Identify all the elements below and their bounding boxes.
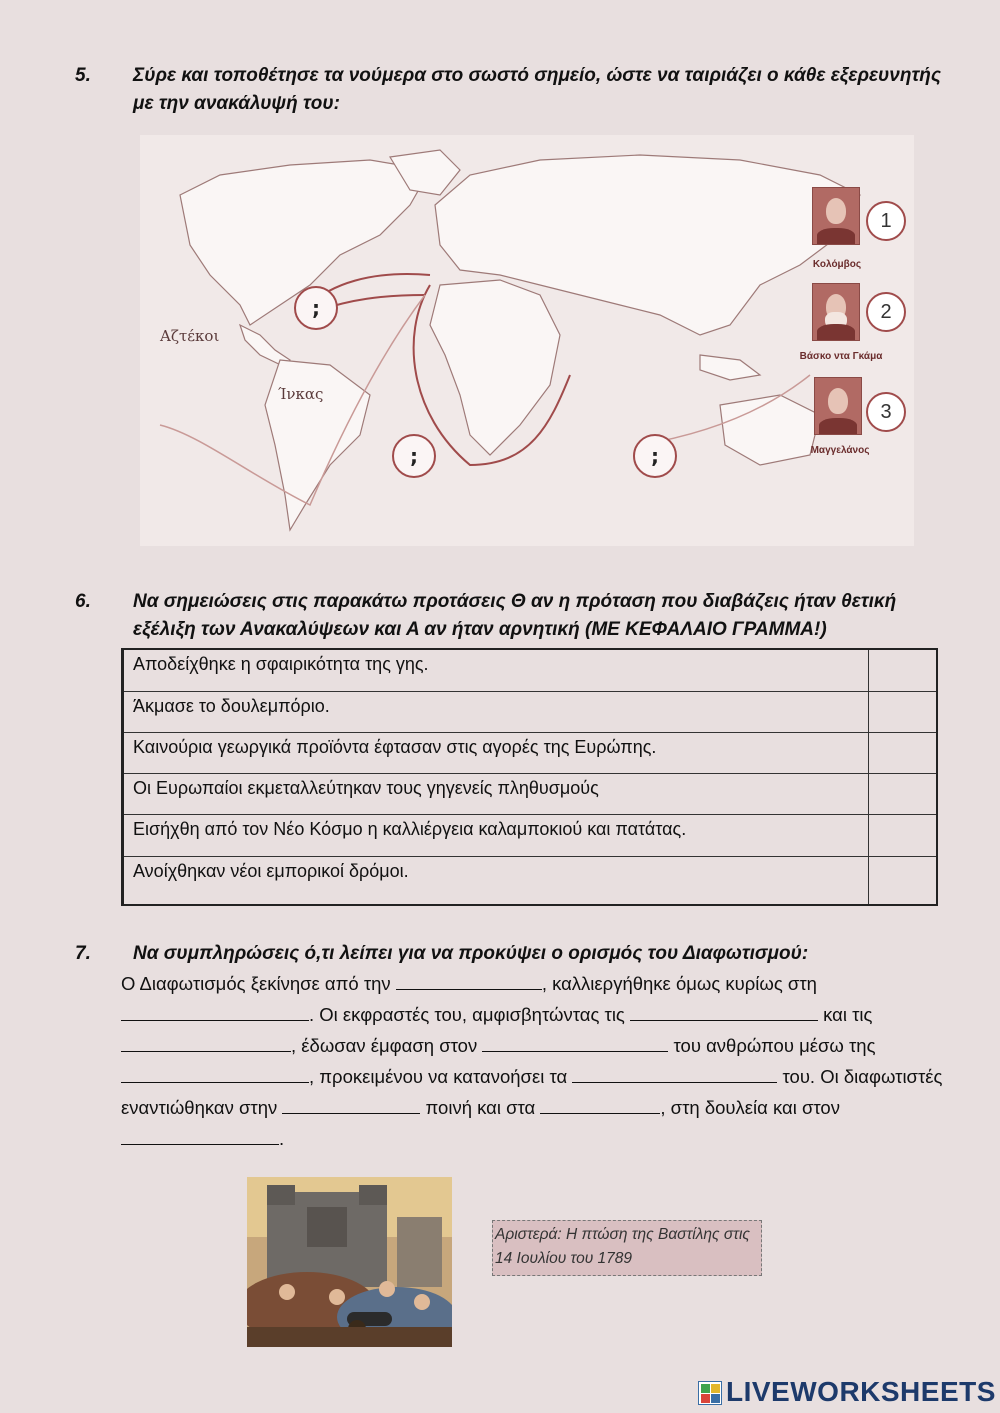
blank-field-1[interactable] [396,971,542,990]
paragraph-text: του ανθρώπου μέσω της [673,1035,876,1056]
drop-zone-2[interactable]: ; [392,434,436,478]
bastille-image [247,1177,452,1347]
dagama-portrait [812,283,860,341]
blank-field-2[interactable] [121,1002,309,1021]
answer-cell[interactable] [868,692,936,732]
blank-field-10[interactable] [121,1126,279,1145]
blank-field-6[interactable] [121,1064,309,1083]
answer-cell[interactable] [868,650,936,691]
blank-field-8[interactable] [282,1095,420,1114]
explorer-number-2[interactable]: 2 [866,292,906,332]
answer-cell[interactable] [868,774,936,814]
statement-text: Καινούρια γεωργικά προϊόντα έφτασαν στις αγορές της Ευρώπης. [133,737,657,757]
question-5-title [75,62,955,122]
answer-cell[interactable] [868,733,936,773]
statements-table [121,648,938,906]
answer-cell[interactable] [868,857,936,904]
paragraph-text: Ο Διαφωτισμός ξεκίνησε από την [121,973,391,994]
question-number: 5. [75,65,91,86]
incas-label: Ίνκας [278,385,324,403]
aztecs-label: Αζτέκοι [160,327,220,345]
definition-paragraph [121,968,951,1154]
table-row [124,857,936,904]
question-text: Να συμπληρώσεις ό,τι λείπει για να προκύψει ο ορισμός του Διαφωτισμού: [133,943,809,964]
question-text: Να σημειώσεις στις παρακάτω προτάσεις Θ αν η πρόταση που διαβάζεις ήταν θετική εξέλιξη των Ανακαλύψεων και Α αν ήταν αρνητική (ΜΕ ΚΕΦΑΛΑΙΟ ΓΡΑΜΜΑ!) [133,591,897,640]
table-row [124,774,936,815]
blank-field-3[interactable] [630,1002,818,1021]
explorer-name-dagama: Βάσκο ντα Γκάμα [799,351,883,362]
explorer-number-1[interactable]: 1 [866,201,906,241]
paragraph-text: . [279,1128,285,1149]
africa-shape [430,280,560,455]
paragraph-text: . Οι εκφραστές του, αμφισβητώντας τις [309,1004,625,1025]
indonesia-shape [700,355,760,380]
statement-text: Εισήχθη από τον Νέο Κόσμο η καλλιέργεια καλαμποκιού και πατάτας. [133,819,687,839]
liveworksheets-logo [698,1376,998,1410]
question-7-title [75,940,955,970]
blank-field-5[interactable] [482,1033,668,1052]
paragraph-text: , στη δουλεία και στον [660,1097,840,1118]
paragraph-text: , προκειμένου να κατανοήσει τα [309,1066,568,1087]
drop-zone-1[interactable]: ; [294,286,338,330]
image-caption: Αριστερά: Η πτώση της Βαστίλης στις 14 Ιουλίου του 1789 [492,1220,762,1276]
logo-text: LIVEWORKSHEETS [726,1376,996,1407]
statement-text: Αποδείχθηκε η σφαιρικότητα της γης. [133,654,429,674]
question-text: Σύρε και τοποθέτησε τα νούμερα στο σωστό σημείο, ώστε να ταιριάζει ο κάθε εξερευνητής με την ανακάλυψή του: [133,65,941,114]
blank-field-9[interactable] [540,1095,660,1114]
question-number: 6. [75,591,91,612]
explorer-name-columbus: Κολόμβος [812,259,862,270]
paragraph-text: ποινή και στα [425,1097,536,1118]
blank-field-7[interactable] [572,1064,777,1083]
magellan-portrait [814,377,862,435]
world-map [140,135,914,546]
paragraph-text: , καλλιεργήθηκε όμως κυρίως στη [541,973,817,994]
answer-cell[interactable] [868,815,936,856]
statement-text: Οι Ευρωπαίοι εκμεταλλεύτηκαν τους γηγενείς πληθυσμούς [133,778,599,798]
explorer-number-3[interactable]: 3 [866,392,906,432]
table-row [124,692,936,733]
drop-zone-3[interactable]: ; [633,434,677,478]
paragraph-text: και τις [823,1004,873,1025]
statement-text: Άκμασε το δουλεμπόριο. [133,696,330,716]
question-number: 7. [75,943,91,964]
question-6-title [75,588,955,648]
bastille-illustration [247,1177,452,1347]
statement-text: Ανοίχθηκαν νέοι εμπορικοί δρόμοι. [133,861,409,881]
table-row [124,815,936,857]
paragraph-text: του. Οι διαφωτιστές εναντιώθηκαν στην [121,1066,943,1118]
table-row [124,650,936,692]
logo-icon [698,1381,722,1405]
world-map-graphic [140,135,914,546]
explorer-name-magellan: Μαγγελάνος [810,445,870,456]
table-row [124,733,936,774]
blank-field-4[interactable] [121,1033,291,1052]
columbus-portrait [812,187,860,245]
paragraph-text: , έδωσαν έμφαση στον [291,1035,478,1056]
